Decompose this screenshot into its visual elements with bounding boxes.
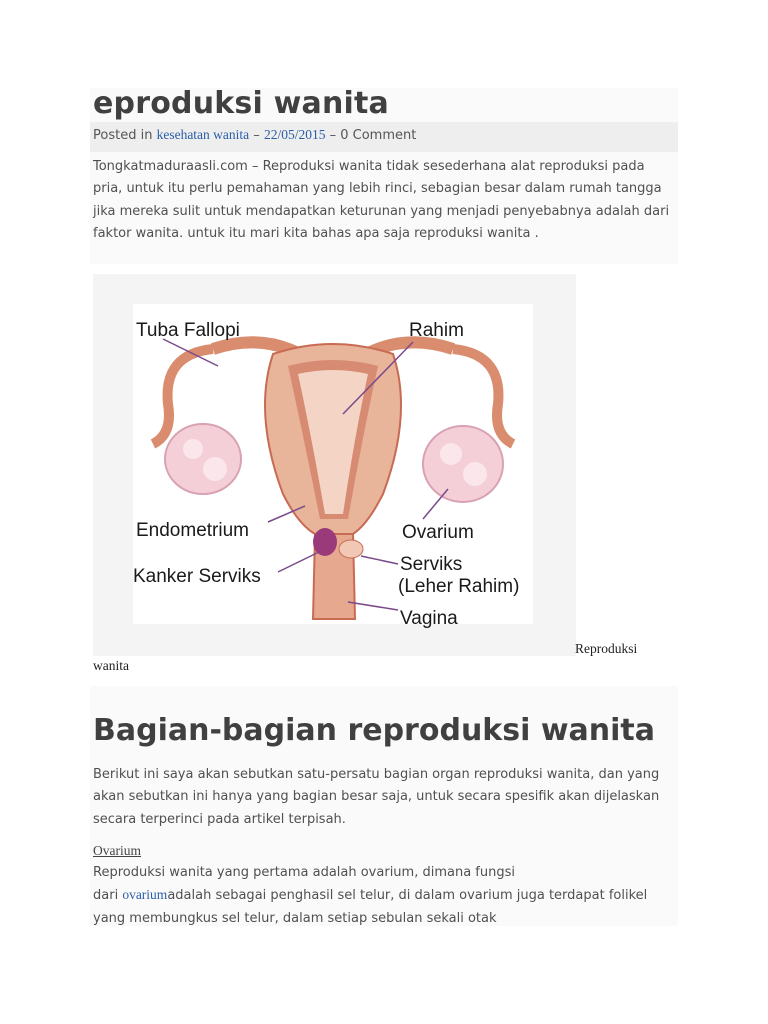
figure-caption-continued: wanita xyxy=(93,658,129,673)
label-leher-rahim: (Leher Rahim) xyxy=(398,576,520,597)
follicle xyxy=(440,443,462,465)
label-vagina: Vagina xyxy=(400,608,458,629)
ovarium-paragraph xyxy=(93,862,678,930)
ovarium-text: Reproduksi wanita yang pertama adalah ovarium, dimana fungsi xyxy=(93,865,515,880)
meta-separator: – xyxy=(325,128,341,143)
label-kanker-serviks: Kanker Serviks xyxy=(133,566,261,587)
follicle xyxy=(183,439,203,459)
comment-count[interactable]: 0 Comment xyxy=(340,128,417,143)
reproductive-diagram-image xyxy=(93,274,576,656)
meta-separator: – xyxy=(249,128,264,143)
right-ovary xyxy=(423,426,503,502)
uterus-diagram xyxy=(93,274,576,656)
intro-paragraph: Tongkatmaduraasli.com – Reproduksi wanita tidak sesederhana alat reproduksi pada pria, untuk itu perlu pemahaman yang lebih rinci, sebagian besar dalam rumah tangga jika mereka sulit untuk mendapatkan keturunan yang menjadi penyebabnya adalah dari faktor wanita. untuk itu mari kita bahas apa saja reproduksi wanita . xyxy=(93,159,670,241)
label-ovarium: Ovarium xyxy=(402,522,474,543)
cervix xyxy=(339,540,363,558)
posted-in-label: Posted in xyxy=(93,128,153,143)
follicle xyxy=(203,457,227,481)
left-ovary xyxy=(165,424,241,494)
figure-caption: Reproduksi xyxy=(575,641,638,656)
cervical-tumor xyxy=(313,528,337,556)
page-title: eproduksi wanita xyxy=(93,86,389,121)
section-paragraph: Berikut ini saya akan sebutkan satu-persatu bagian organ reproduksi wanita, dan yang akan sebutkan ini hanya yang bagian besar saja, untuk secara spesifik akan dijelaskan secara terperinci pada artikel terpisah. xyxy=(93,767,660,827)
ovarium-link[interactable]: ovarium xyxy=(122,887,168,903)
ovarium-text: adalah sebagai penghasil sel telur, di dalam ovarium juga terdapat folikel yang membungkus sel telur, dalam setiap sebulan sekali otak xyxy=(93,888,648,926)
date-link[interactable]: 22/05/2015 xyxy=(263,127,326,142)
ovarium-subheading: Ovarium xyxy=(93,843,141,858)
label-endometrium: Endometrium xyxy=(136,520,249,541)
label-tuba-fallopi: Tuba Fallopi xyxy=(136,320,240,341)
follicle xyxy=(463,462,487,486)
ovarium-text: dari xyxy=(93,888,123,904)
label-rahim: Rahim xyxy=(409,320,464,341)
post-meta xyxy=(93,127,416,143)
category-link[interactable]: kesehatan wanita xyxy=(156,127,250,142)
label-serviks: Serviks xyxy=(400,554,463,575)
section-heading: Bagian-bagian reproduksi wanita xyxy=(93,713,656,748)
